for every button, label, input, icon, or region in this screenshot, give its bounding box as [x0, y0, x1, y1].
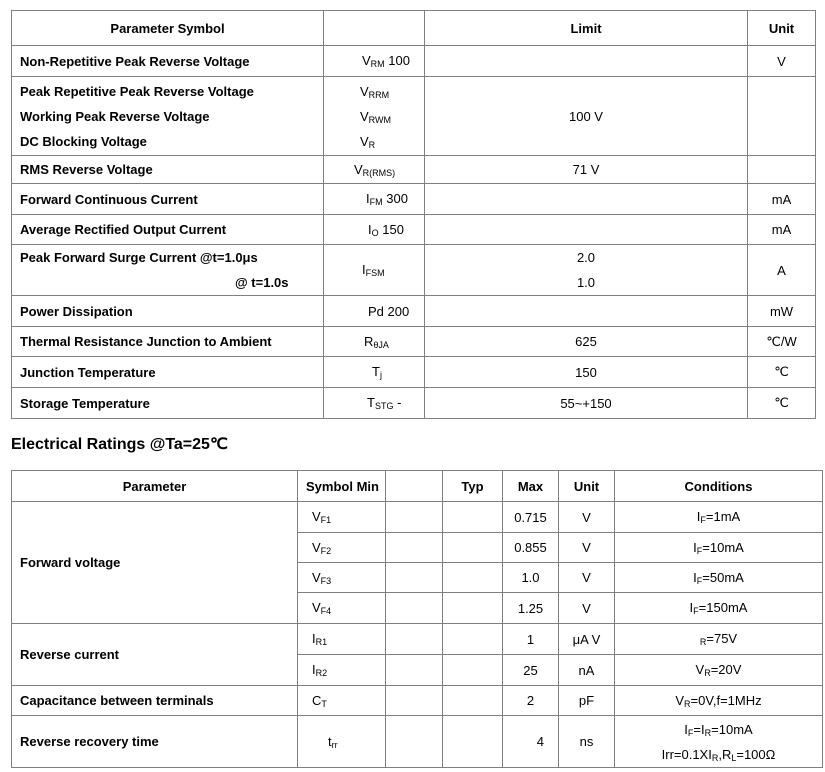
row-io: Average Rectified Output Current $I_O$ 150 mA [12, 215, 816, 245]
row-ir1: Reverse current $I_{R1}$ 1 μA V $_R$=75V [12, 624, 823, 655]
header-unit: Unit [748, 11, 816, 46]
param-forward-voltage: Forward voltage [12, 502, 298, 624]
param-reverse-current: Reverse current [12, 624, 298, 686]
row-vf4: $V_{F4}$ 1.25 V $I_F=150mA$ [12, 593, 823, 624]
row-recovery-time: Reverse recovery time $t_{rr}$ 4 ns $I_F=I_R=10mA$ $Irr=0.1XI_R,R_L=100\Omega$ [12, 716, 823, 768]
row-ifsm: Peak Forward Surge Current @t=1.0μs @ t=1.0s $I_{FSM}$ 2.0 1.0 A [12, 245, 816, 296]
electrical-ratings-title: Electrical Ratings @Ta=25℃ [11, 436, 228, 453]
row-ifm: Forward Continuous Current $I_{FM}$ 300 mA [12, 184, 816, 215]
row-vf3: $V_{F3}$ 1.0 V $I_F=50mA$ [12, 563, 823, 593]
row-vrm: Non-Repetitive Peak Reverse Voltage $V_{RM}$ 100 V [12, 46, 816, 77]
row-pd: Power Dissipation Pd 200 mW [12, 296, 816, 327]
row-tstg: Storage Temperature $T_{STG}$ - 55~+150 ℃ [12, 388, 816, 419]
electrical-ratings-table [11, 470, 823, 768]
header-row [12, 11, 816, 46]
row-vf2: $V_{F2}$ 0.855 V $I_F=10mA$ [12, 533, 823, 563]
row-vrms: RMS Reverse Voltage $V_{R(RMS)}$ 71 V [12, 156, 816, 184]
header-row: Parameter Symbol Min Typ Max Unit Conditions [12, 471, 823, 502]
row-reverse-voltage-group: Peak Repetitive Peak Reverse Voltage Working Peak Reverse Voltage DC Blocking Voltage $V_{RRM}$ $V_{RWM}$ $V_R$ 100 V [12, 77, 816, 156]
row-tj: Junction Temperature $T_j$ 150 ℃ [12, 357, 816, 388]
header-parameter-symbol: Parameter Symbol [12, 11, 324, 46]
row-vf1: Forward voltage $V_{F1}$ 0.715 V $I_F=1mA$ [12, 502, 823, 533]
row-ir2: $I_{R2}$ 25 nA $V_R=20V$ [12, 655, 823, 686]
absolute-ratings-table [11, 10, 816, 419]
row-capacitance: Capacitance between terminals $C_T$ 2 pF $V_R=0V,f=1MHz$ [12, 686, 823, 716]
header-limit: Limit [425, 11, 748, 46]
row-rth: Thermal Resistance Junction to Ambient $R_{\theta JA}$ 625 ℃/W [12, 327, 816, 357]
